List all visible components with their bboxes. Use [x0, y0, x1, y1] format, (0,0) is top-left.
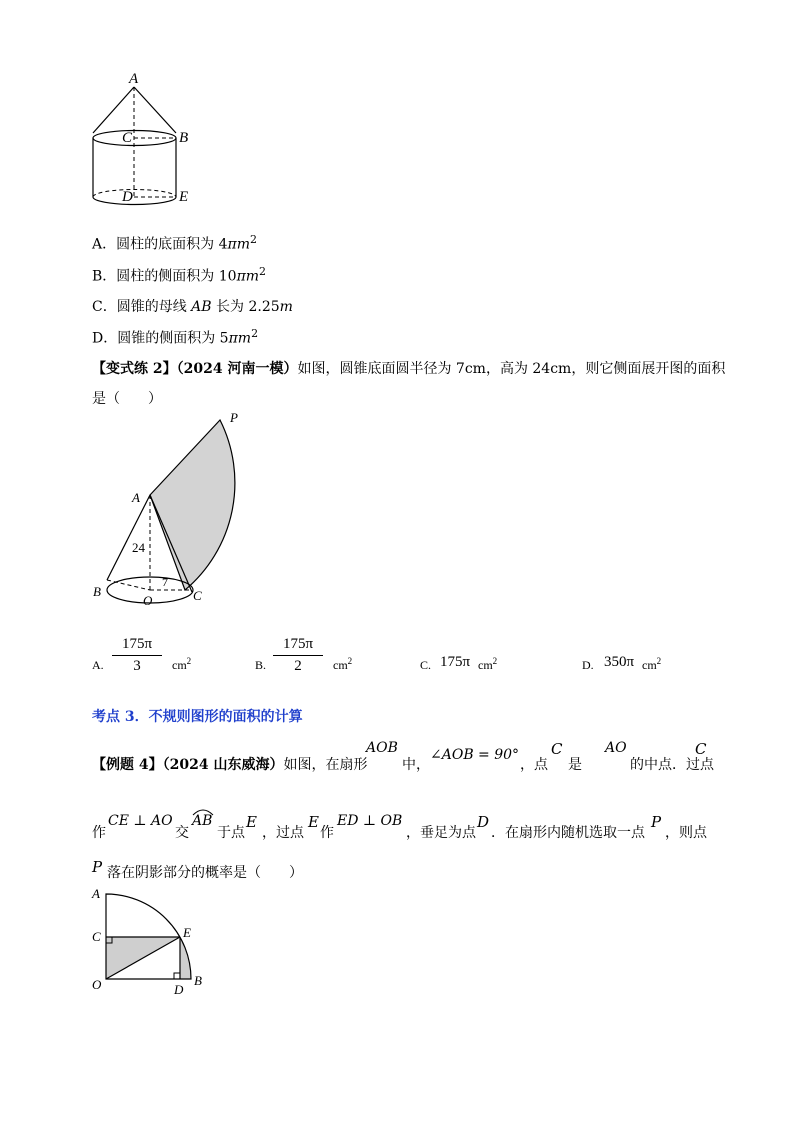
- cone-sector-svg: [85, 410, 285, 610]
- figure-cone-sector: [85, 410, 285, 610]
- label-D: D: [122, 189, 133, 205]
- text: ．在扇形内随机选取一点: [491, 825, 645, 841]
- option-text: 圆柱的底面积为 4: [116, 236, 228, 253]
- text: ，则点: [665, 825, 707, 841]
- fraction: [112, 636, 162, 675]
- text: 落在阴影部分的概率是（ ）: [107, 865, 303, 881]
- q2-option-c[interactable]: [420, 654, 580, 679]
- label-radius: 7: [162, 575, 168, 589]
- label-D: D: [174, 982, 184, 997]
- q3-line1: [92, 754, 367, 774]
- arc-icon: [192, 808, 214, 816]
- q2-tag: 【变式练 2】: [92, 361, 177, 377]
- q2-option-b[interactable]: [255, 636, 415, 681]
- math-angle: ∠AOB = 90°: [430, 747, 520, 763]
- q1-option-a[interactable]: [92, 233, 257, 254]
- math-c2: C: [695, 740, 707, 758]
- figure-cylinder-cone: [85, 71, 205, 210]
- math-p: P: [651, 813, 662, 831]
- option-letter: C.: [420, 658, 432, 672]
- label-O: O: [143, 593, 153, 608]
- label-O: O: [92, 977, 102, 992]
- q1-option-c[interactable]: [92, 296, 293, 316]
- variable-ab: AB: [191, 299, 212, 315]
- math-d: D: [477, 813, 490, 831]
- option-letter: D．: [92, 330, 118, 347]
- q1-option-b[interactable]: [92, 265, 266, 286]
- fraction: [273, 636, 323, 675]
- text: 中，: [402, 757, 430, 773]
- label-B: B: [93, 584, 101, 599]
- pi-symbol: π: [228, 330, 238, 347]
- option-letter: B.: [255, 658, 267, 672]
- math-ao: AO: [605, 740, 627, 756]
- unit: m: [236, 236, 250, 253]
- q2-text1: 如图，圆锥底面圆半径为 7cm，高为 24cm，则它侧面展开图的面积: [297, 361, 726, 377]
- fraction-bar: [112, 655, 162, 656]
- label-B: B: [194, 973, 202, 988]
- q2-option-a[interactable]: [92, 636, 252, 681]
- numerator: 175π: [121, 636, 153, 652]
- math-arc-ab: [192, 813, 212, 829]
- math-aob: AOB: [366, 740, 398, 756]
- unit: $cm^2$: [642, 656, 662, 672]
- label-B: B: [179, 130, 189, 146]
- unit: $cm^2$: [172, 656, 192, 672]
- label-C: C: [92, 929, 101, 944]
- q2-stem-line2: 是（ ）: [92, 391, 162, 407]
- figure-sector: [88, 885, 213, 1000]
- pi-symbol: π: [236, 268, 246, 285]
- unit: m: [279, 299, 293, 315]
- text: 于点: [217, 825, 245, 841]
- label-A: A: [92, 886, 100, 901]
- option-letter: D.: [582, 658, 594, 672]
- unit: m: [237, 330, 252, 347]
- q2-option-d[interactable]: [582, 654, 742, 679]
- option-text: 圆柱的侧面积为 10: [116, 268, 237, 285]
- text: 是: [568, 757, 582, 773]
- math-e: E: [246, 813, 257, 831]
- superscript: 2: [251, 327, 259, 340]
- section-heading: 考点 3．不规则图形的面积的计算: [92, 709, 303, 725]
- superscript: 2: [249, 233, 257, 246]
- option-value: 175π: [440, 654, 471, 670]
- option-value: 350π: [604, 654, 635, 670]
- label-E: E: [183, 925, 191, 940]
- text: 如图，在扇形: [283, 757, 368, 773]
- math-c: C: [551, 740, 563, 758]
- label-A: A: [129, 71, 139, 87]
- math-e2: E: [308, 813, 319, 831]
- arc-label: AB: [192, 813, 213, 829]
- label-C: C: [122, 130, 133, 146]
- q2-source: （2024 河南一模）: [176, 361, 298, 377]
- denominator: 2: [294, 658, 302, 674]
- option-rest: 长为 2.25: [211, 299, 280, 315]
- math-p3: P: [92, 858, 103, 876]
- q3-source: （2024 山东威海）: [162, 757, 284, 773]
- unit: $cm^2$: [333, 656, 353, 672]
- q3-tag: 【例题 4】: [92, 757, 163, 773]
- label-C: C: [193, 588, 202, 603]
- text: 作: [92, 825, 106, 841]
- text: 交: [175, 825, 189, 841]
- text: ，点: [520, 757, 548, 773]
- option-letter: A．: [92, 236, 117, 253]
- option-text: 圆锥的侧面积为 5: [117, 330, 229, 347]
- option-letter: B．: [92, 268, 117, 285]
- numerator: 175π: [282, 636, 314, 652]
- math-ed: ED ⊥ OB: [337, 813, 403, 829]
- unit: $cm^2$: [478, 656, 498, 672]
- pi-symbol: π: [227, 236, 237, 253]
- label-height: 24: [132, 540, 145, 555]
- text: ，过点: [262, 825, 304, 841]
- math-ce: CE ⊥ AO: [108, 813, 173, 829]
- q1-option-d[interactable]: [92, 327, 258, 348]
- unit: m: [245, 268, 260, 285]
- text: ，垂足为点: [406, 825, 476, 841]
- fraction-bar: [273, 655, 323, 656]
- option-letter: C．: [92, 299, 117, 315]
- option-text: 圆锥的母线: [116, 299, 192, 315]
- text: 的中点．过点: [630, 757, 714, 773]
- label-P: P: [230, 410, 238, 425]
- denominator: 3: [133, 658, 141, 674]
- superscript: 2: [259, 265, 267, 278]
- q2-stem-line1: [92, 358, 725, 378]
- text: 作: [320, 825, 334, 841]
- label-A: A: [132, 490, 140, 505]
- option-letter: A.: [92, 658, 104, 672]
- label-E: E: [179, 189, 189, 205]
